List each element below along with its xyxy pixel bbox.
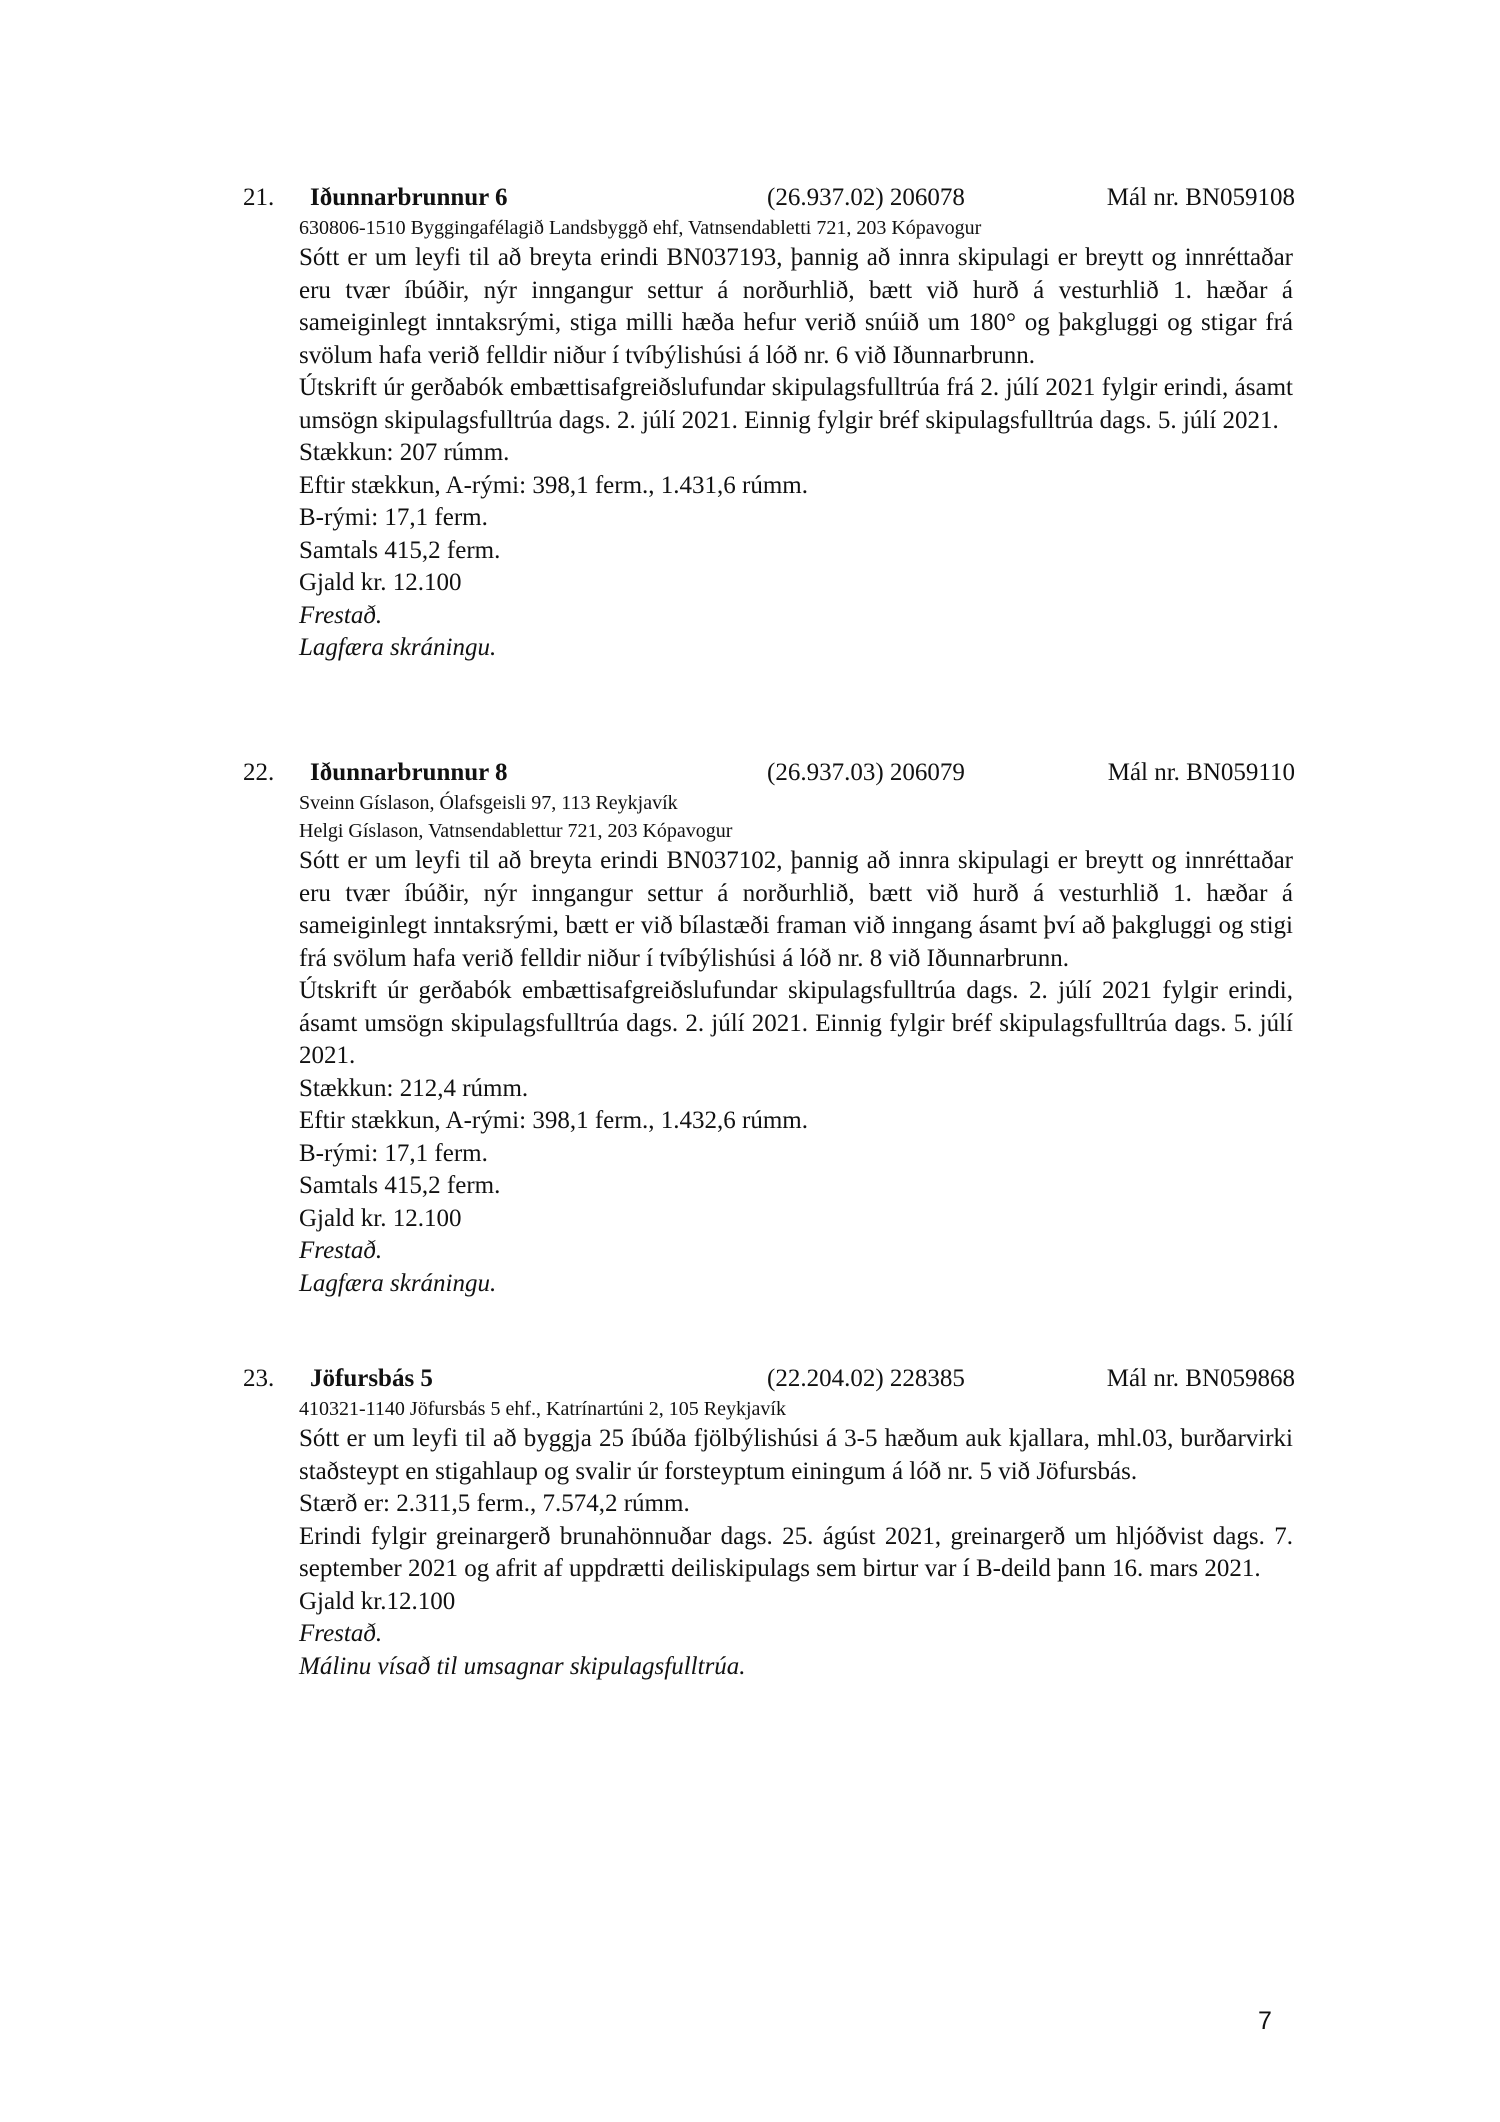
detail-line: Gjald kr. 12.100: [299, 569, 462, 596]
item-description: Sótt er um leyfi til að breyta erindi BN037193, þannig að innra skipulagi er breytt og innréttaðar eru tvær íbúðir, nýr inngangur settur á norðurhlið, bætt við hurð á vesturhlið 1. hæðar á sameiginlegt inntaksrými, stiga milli hæða hefur verið snúið um 180° og þakgluggi og stigar frá svölum hafa verið felldir niður í tvíbýlishúsi á lóð nr. 6 við Iðunnarbrunn.: [299, 244, 1293, 369]
item-body: [299, 214, 1293, 665]
applicant: Sveinn Gíslason, Ólafsgeisli 97, 113 Reykjavík: [299, 792, 678, 814]
item-title: Iðunnarbrunnur 8: [310, 759, 508, 786]
item-decision: Frestað.: [299, 601, 383, 629]
item-title: Iðunnarbrunnur 6: [310, 184, 508, 211]
item-decision: Frestað.: [299, 1237, 383, 1264]
item-attachments: Útskrift úr gerðabók embættisafgreiðslufundar skipulagsfulltrúa frá 2. júlí 2021 fylgir erindi, ásamt umsögn skipulagsfulltrúa dags. 2. júlí 2021. Einnig fylgir bréf skipulagsfulltrúa dags. 5. júlí 2021.: [299, 374, 1293, 434]
agenda-item-22: [243, 757, 1293, 1300]
item-attachments: Erindi fylgir greinargerð brunahönnuðar dags. 25. ágúst 2021, greinargerð um hljóðvist dags. 7. september 2021 og afrit af uppdrætti deiliskipulags sem birtur var í B-deild þann 16. mars 2021.: [299, 1522, 1293, 1582]
detail-line: Samtals 415,2 ferm.: [299, 536, 501, 564]
item-number: 21.: [243, 184, 275, 211]
item-size: Stærð er: 2.311,5 ferm., 7.574,2 rúmm.: [299, 1490, 690, 1517]
item-attachments: Útskrift úr gerðabók embættisafgreiðslufundar skipulagsfulltrúa dags. 2. júlí 2021 fylgir erindi, ásamt umsögn skipulagsfulltrúa dags. 2. júlí 2021. Einnig fylgir bréf skipulagsfulltrúa dags. 5. júlí 2021.: [299, 977, 1293, 1069]
item-number: 22.: [243, 759, 275, 786]
item-header: [243, 1363, 1293, 1395]
item-number: 23.: [243, 1365, 275, 1392]
detail-line: Gjald kr.12.100: [299, 1587, 456, 1615]
item-note: Lagfæra skráningu.: [299, 1269, 497, 1297]
item-reference: (26.937.02) 206078: [767, 184, 965, 211]
item-reference: (22.204.02) 228385: [767, 1365, 965, 1392]
detail-line: Eftir stækkun, A-rými: 398,1 ferm., 1.431,6 rúmm.: [299, 471, 808, 499]
detail-line: Stækkun: 207 rúmm.: [299, 439, 510, 466]
item-title: Jöfursbás 5: [310, 1365, 433, 1392]
applicant: Helgi Gíslason, Vatnsendablettur 721, 203 Kópavogur: [299, 820, 733, 842]
detail-line: B-rými: 17,1 ferm.: [299, 1139, 488, 1167]
item-description: Sótt er um leyfi til að byggja 25 íbúða fjölbýlishúsi á 3-5 hæðum auk kjallara, mhl.03, burðarvirki staðsteypt en stigahlaup og svalir úr forsteyptum einingum á lóð nr. 5 við Jöfursbás.: [299, 1425, 1293, 1485]
item-case-number: Mál nr. BN059868: [1106, 1365, 1295, 1392]
item-body: [299, 1395, 1293, 1683]
detail-line: Samtals 415,2 ferm.: [299, 1172, 501, 1199]
item-note: Lagfæra skráningu.: [299, 634, 497, 661]
item-body: [299, 789, 1293, 1300]
applicant: 630806-1510 Byggingafélagið Landsbyggð ehf, Vatnsendabletti 721, 203 Kópavogur: [299, 217, 982, 239]
item-header: [243, 182, 1293, 214]
detail-line: Gjald kr. 12.100: [299, 1204, 462, 1232]
detail-line: B-rými: 17,1 ferm.: [299, 504, 488, 531]
item-case-number: Mál nr. BN059110: [1107, 759, 1295, 786]
page-number: 7: [1258, 2007, 1272, 2035]
item-reference: (26.937.03) 206079: [767, 759, 965, 786]
detail-line: Stækkun: 212,4 rúmm.: [299, 1074, 529, 1102]
detail-line: Eftir stækkun, A-rými: 398,1 ferm., 1.432,6 rúmm.: [299, 1107, 808, 1134]
item-note: Málinu vísað til umsagnar skipulagsfulltrúa.: [299, 1652, 746, 1680]
item-case-number: Mál nr. BN059108: [1106, 184, 1295, 211]
agenda-item-21: [243, 182, 1293, 665]
applicant: 410321-1140 Jöfursbás 5 ehf., Katrínartúni 2, 105 Reykjavík: [299, 1398, 786, 1420]
item-decision: Frestað.: [299, 1620, 383, 1647]
item-header: [243, 757, 1293, 789]
agenda-item-23: [243, 1363, 1293, 1683]
item-description: Sótt er um leyfi til að breyta erindi BN037102, þannig að innra skipulagi er breytt og innréttaðar eru tvær íbúðir, nýr inngangur settur á norðurhlið, bætt við hurð á vesturhlið 1. hæðar á sameiginlegt inntaksrými, bætt er við bílastæði framan við inngang ásamt því að þakgluggi og stigi frá svölum hafa verið felldir niður í tvíbýlishúsi á lóð nr. 8 við Iðunnarbrunn.: [299, 847, 1293, 972]
